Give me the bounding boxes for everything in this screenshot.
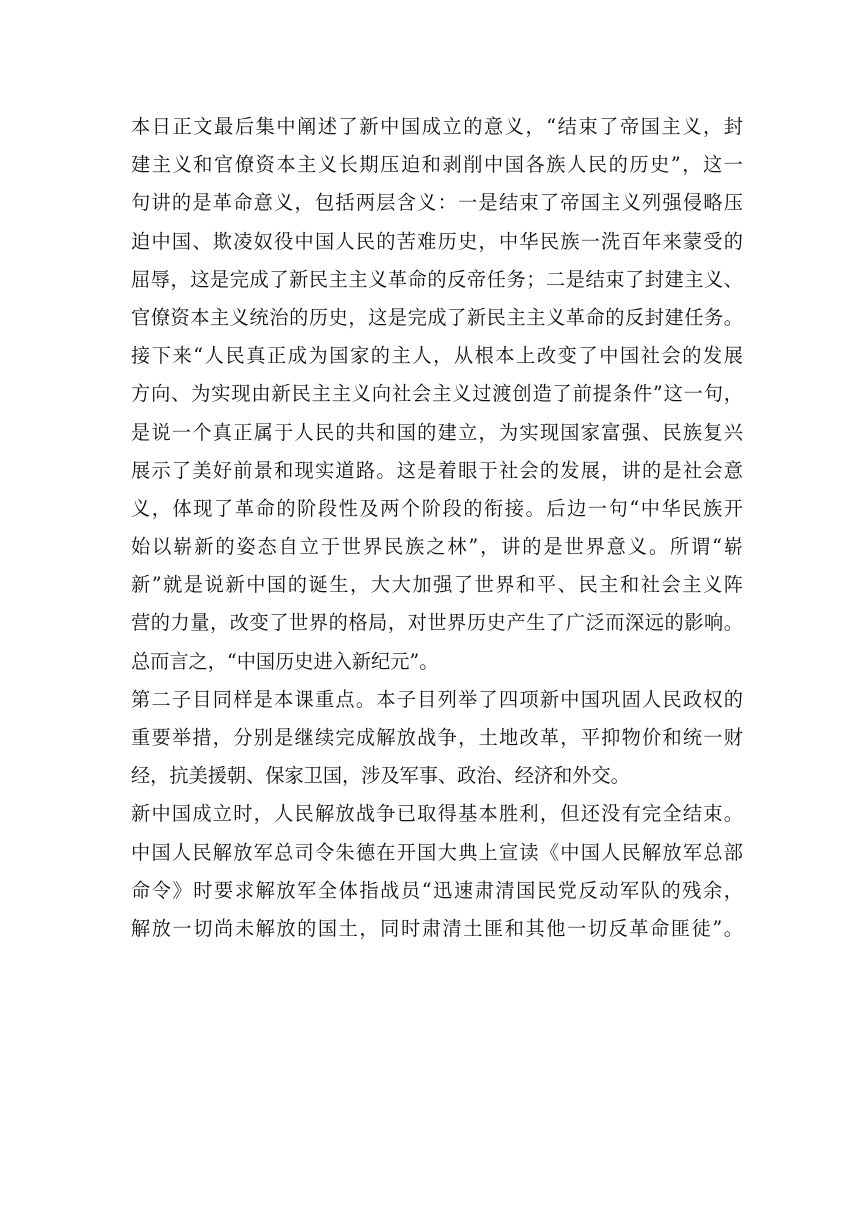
text-line: 展示了美好前景和现实道路。这是着眼于社会的发展，讲的是社会意 bbox=[131, 458, 743, 482]
text-line: 营的力量，改变了世界的格局，对世界历史产生了广泛而深远的影响。 bbox=[131, 611, 743, 635]
text-line: 是说一个真正属于人民的共和国的建立，为实现国家富强、民族复兴 bbox=[131, 420, 743, 444]
text-line: 方向、为实现由新民主主义向社会主义过渡创造了前提条件”这一句， bbox=[131, 382, 743, 406]
text-line: 义，体现了革命的阶段性及两个阶段的衔接。后边一句“中华民族开 bbox=[131, 496, 743, 520]
text-line: 接下来“人民真正成为国家的主人，从根本上改变了中国社会的发展 bbox=[131, 344, 743, 368]
text-line: 总而言之，“中国历史进入新纪元”。 bbox=[131, 649, 439, 673]
text-line: 官僚资本主义统治的历史，这是完成了新民主主义革命的反封建任务。 bbox=[131, 305, 743, 329]
text-line: 屈辱，这是完成了新民主主义革命的反帝任务；二是结束了封建主义、 bbox=[131, 267, 743, 291]
text-line: 句讲的是革命意义，包括两层含义：一是结束了帝国主义列强侵略压 bbox=[131, 191, 743, 215]
text-line: 重要举措，分别是继续完成解放战争，土地改革，平抑物价和统一财 bbox=[131, 726, 743, 749]
text-line: 本日正文最后集中阐述了新中国成立的意义，“结束了帝国主义，封 bbox=[131, 115, 743, 138]
body-text bbox=[131, 108, 743, 948]
text-line: 第二子目同样是本课重点。本子目列举了四项新中国巩固人民政权的 bbox=[131, 687, 743, 711]
text-line: 迫中国、欺凌奴役中国人民的苦难历史，中华民族一洗百年来蒙受的 bbox=[131, 229, 743, 253]
text-line: 解放一切尚未解放的国土，同时肃清土匪和其他一切反革命匪徒”。 bbox=[131, 916, 743, 940]
text-line: 始以崭新的姿态自立于世界民族之林”，讲的是世界意义。所谓“崭 bbox=[131, 535, 743, 559]
text-line: 新”就是说新中国的诞生，大大加强了世界和平、民主和社会主义阵 bbox=[131, 573, 743, 597]
text-line: 命令》时要求解放军全体指战员“迅速肃清国民党反动军队的残余， bbox=[131, 878, 743, 902]
text-line: 建主义和官僚资本主义长期压迫和剥削中国各族人民的历史”，这一 bbox=[131, 153, 743, 177]
text-line: 经，抗美援朝、保家卫国，涉及军事、政治、经济和外交。 bbox=[131, 764, 630, 788]
text-line: 中国人民解放军总司令朱德在开国大典上宣读《中国人民解放军总部 bbox=[131, 840, 743, 864]
text-line: 新中国成立时，人民解放战争已取得基本胜利，但还没有完全结束。 bbox=[131, 802, 743, 826]
